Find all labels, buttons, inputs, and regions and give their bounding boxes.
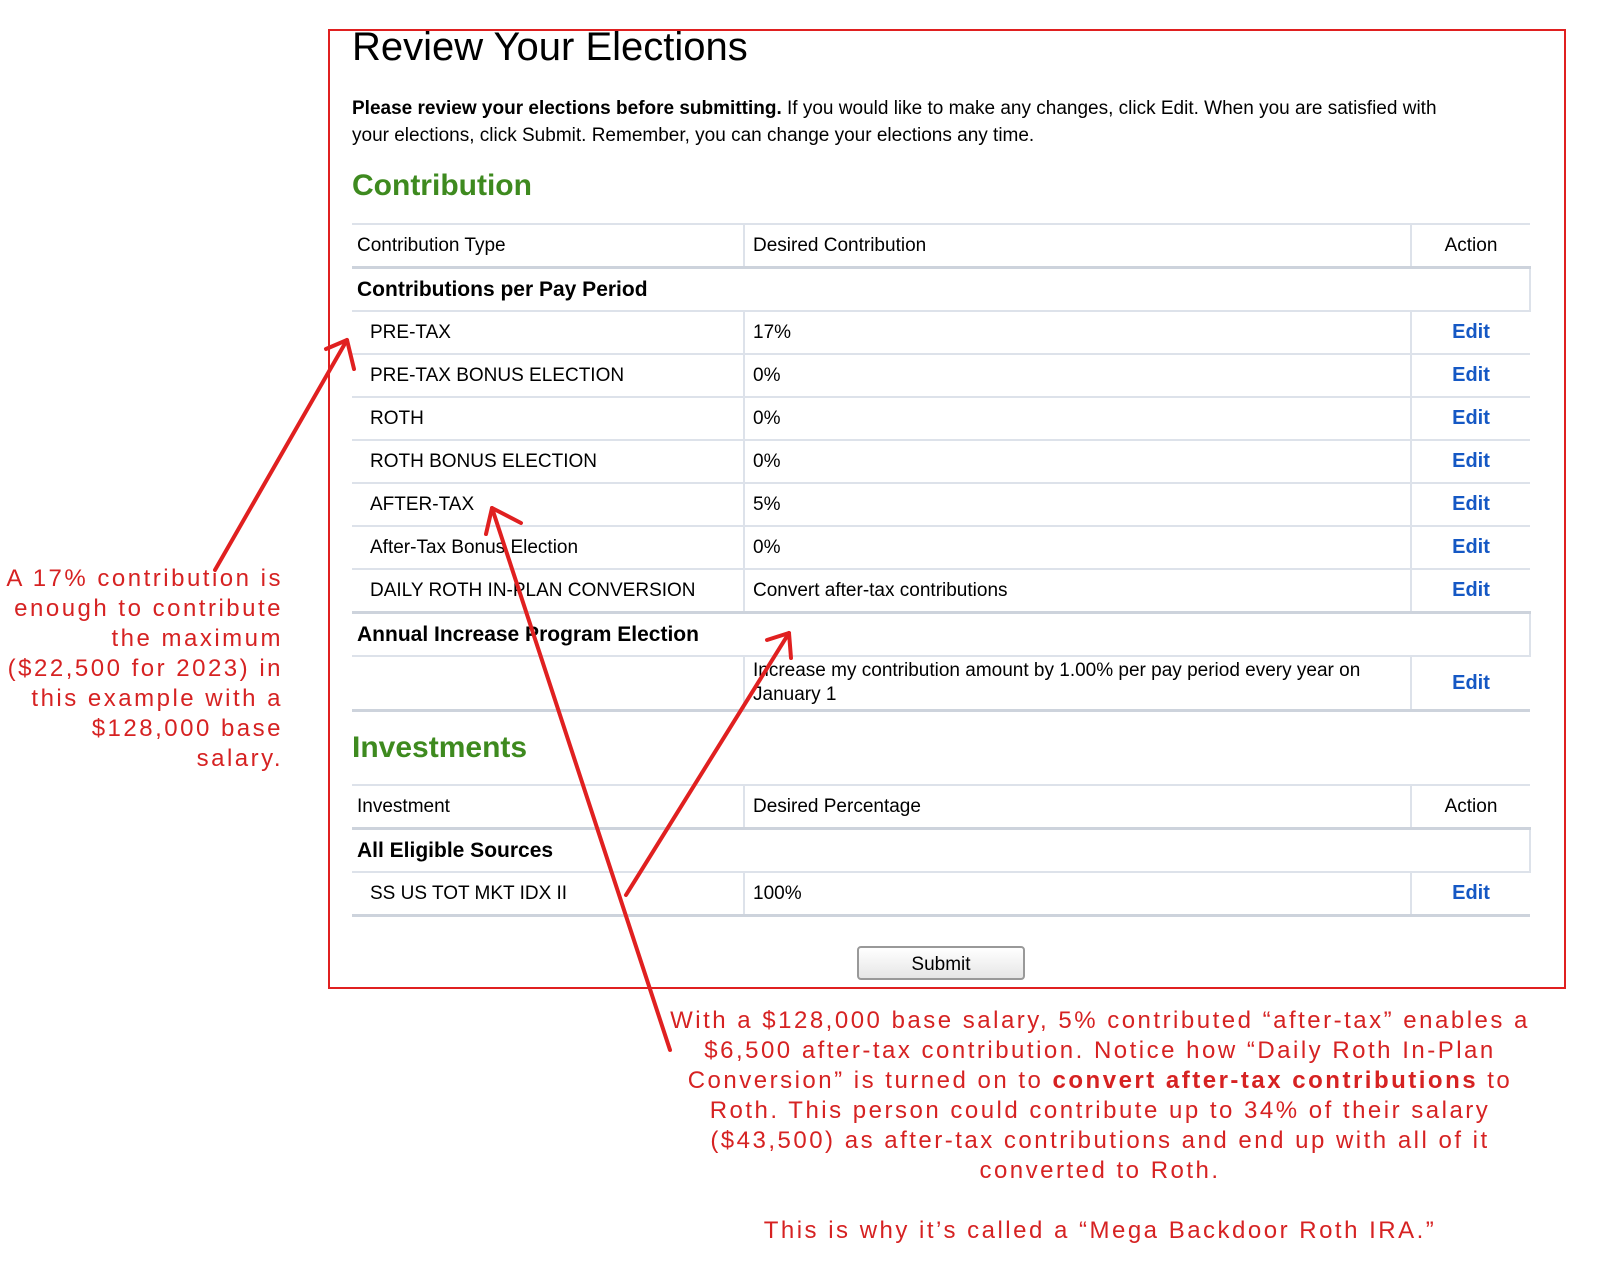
table-row [352,526,1530,569]
action-cell [1411,440,1530,483]
edit-after-tax-link[interactable]: Edit [1452,493,1490,515]
contribution-type-cell: DAILY ROTH IN-PLAN CONVERSION [352,569,744,613]
desired-contribution-cell: Convert after-tax contributions [744,569,1411,613]
contribution-type-cell: AFTER-TAX [352,483,744,526]
table-row [352,440,1530,483]
edit-after-tax-bonus-link[interactable]: Edit [1452,536,1490,558]
intro-rest-text: If you would like to make any changes, click Edit. When you are satisfied with your elections, click Submit. Remember, you can change your elections any time. [352,98,1437,146]
contribution-type-cell: PRE-TAX BONUS ELECTION [352,354,744,397]
action-cell [1411,872,1530,916]
action-cell [1411,354,1530,397]
edit-pre-tax-link[interactable]: Edit [1452,321,1490,343]
edit-annual-increase-link[interactable]: Edit [1452,671,1490,694]
investments-table-header [352,785,1530,829]
contribution-table-header [352,224,1530,268]
group-row [352,829,1530,873]
contribution-heading: Contribution [352,169,532,202]
annotation-bottom-part2: to Roth. This person could contribute up to 34% of their salary ($43,500) as after-tax contributions and end up with all of it converted to Roth. [709,1067,1513,1184]
edit-roth-bonus-link[interactable]: Edit [1452,450,1490,472]
header-contribution-type: Contribution Type [352,224,744,268]
action-cell [1411,526,1530,569]
table-row [352,569,1530,613]
submit-button[interactable]: Submit [857,946,1025,980]
action-cell [1411,483,1530,526]
edit-roth-link[interactable]: Edit [1452,407,1490,429]
group-row [352,268,1530,312]
annual-increase-value-cell: Increase my contribution amount by 1.00% per pay period every year on January 1 [744,656,1411,711]
investments-heading: Investments [352,731,528,764]
page-title: Review Your Elections [352,29,748,69]
header-action: Action [1411,224,1530,268]
annotation-bottom-bold: convert after-tax contributions [1052,1067,1479,1094]
annual-increase-type-cell [352,656,744,711]
table-row [352,397,1530,440]
annotation-bottom [670,1006,1530,1246]
header-investment: Investment [352,785,744,829]
action-cell [1411,311,1530,354]
action-cell [1411,397,1530,440]
screenshot-frame [328,29,1566,989]
header-desired-contribution: Desired Contribution [744,224,1411,268]
desired-contribution-cell: 0% [744,526,1411,569]
action-cell [1411,656,1530,711]
table-row [352,311,1530,354]
annotation-closing: This is why it’s called a “Mega Backdoor Roth IRA.” [763,1217,1437,1244]
investment-fund-cell: SS US TOT MKT IDX II [352,872,744,916]
table-row [352,483,1530,526]
contribution-type-cell: ROTH [352,397,744,440]
group-contributions-per-pay-period: Contributions per Pay Period [352,268,1530,312]
group-annual-increase: Annual Increase Program Election [352,613,1530,657]
edit-daily-roth-conversion-link[interactable]: Edit [1452,579,1490,601]
action-cell [1411,569,1530,613]
contribution-type-cell: After-Tax Bonus Election [352,526,744,569]
desired-contribution-cell: 17% [744,311,1411,354]
header-desired-percentage: Desired Percentage [744,785,1411,829]
contribution-type-cell: ROTH BONUS ELECTION [352,440,744,483]
desired-percentage-cell: 100% [744,872,1411,916]
intro-bold-text: Please review your elections before submitting. [352,98,782,119]
investments-table [352,784,1531,917]
header-action: Action [1411,785,1530,829]
edit-investment-link[interactable]: Edit [1452,882,1490,904]
annotation-left: A 17% contribution is enough to contribute the maximum ($22,500 for 2023) in this example with a $128,000 base salary. [6,565,283,772]
group-row [352,613,1530,657]
intro-text [352,95,1472,149]
group-all-eligible-sources: All Eligible Sources [352,829,1530,873]
desired-contribution-cell: 0% [744,397,1411,440]
contribution-table [352,223,1531,712]
contribution-type-cell: PRE-TAX [352,311,744,354]
annotation-bottom-part1: With a $128,000 base salary, 5% contributed “after-tax” enables a $6,500 after-tax contribution. Notice how “Daily Roth In-Plan Conversion” is turned on to [670,1007,1530,1094]
table-row [352,872,1530,916]
table-row [352,656,1530,711]
desired-contribution-cell: 0% [744,354,1411,397]
desired-contribution-cell: 5% [744,483,1411,526]
table-row [352,354,1530,397]
desired-contribution-cell: 0% [744,440,1411,483]
edit-pre-tax-bonus-link[interactable]: Edit [1452,364,1490,386]
